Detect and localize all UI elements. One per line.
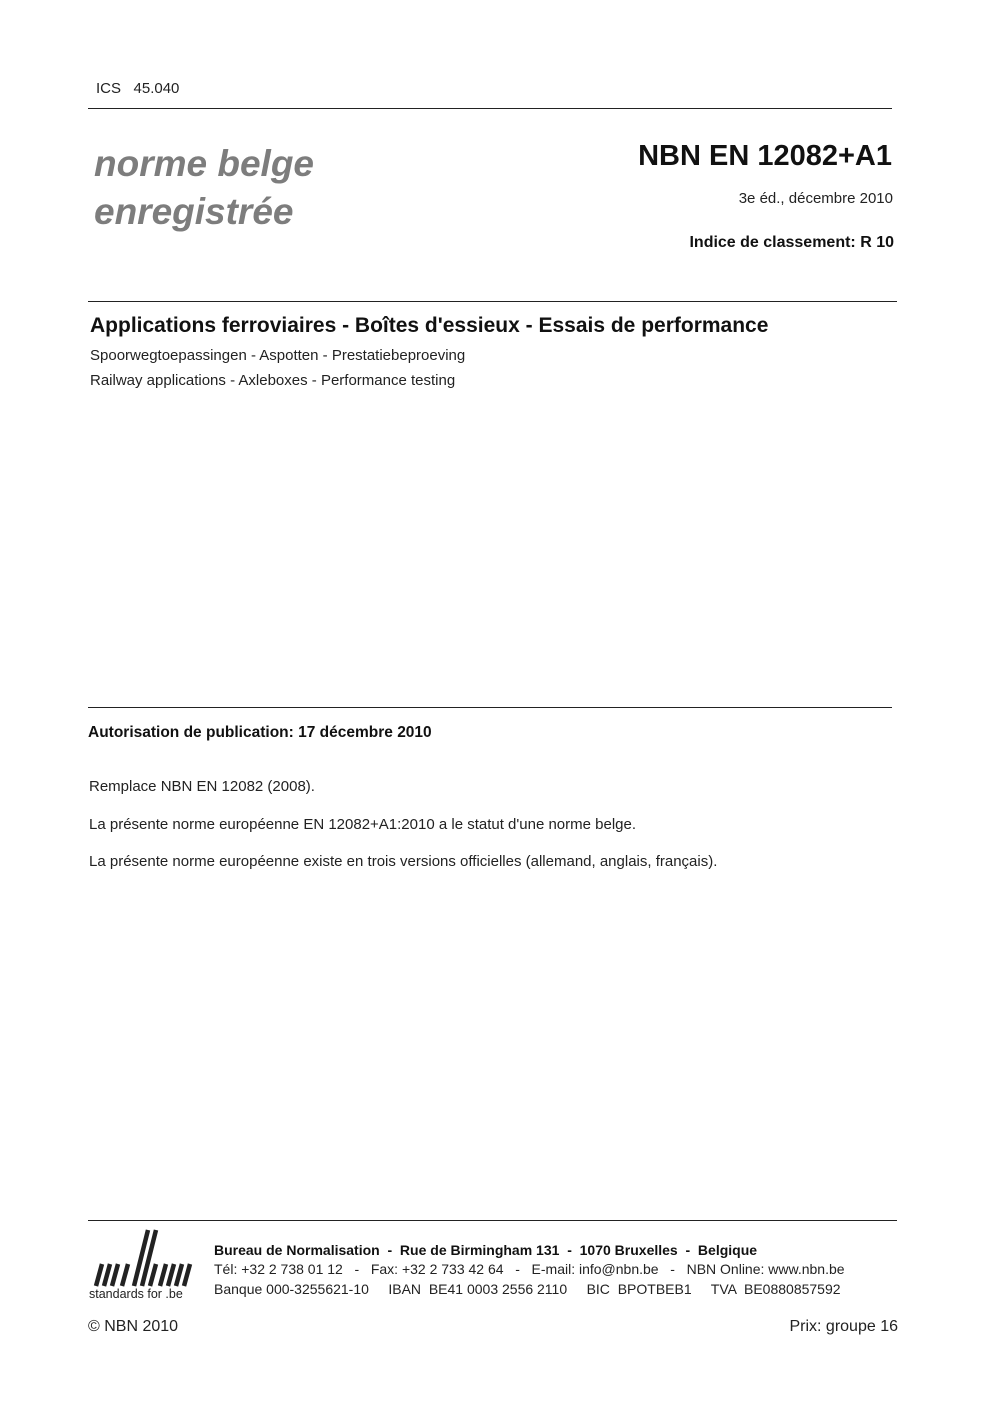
note-replaces: Remplace NBN EN 12082 (2008). — [89, 778, 315, 795]
edition: 3e éd., décembre 2010 — [738, 190, 893, 207]
logo-tagline: standards for .be — [89, 1287, 183, 1301]
footer-address: Bureau de Normalisation - Rue de Birmingham 131 - 1070 Bruxelles - Belgique — [214, 1242, 758, 1258]
norme-line-1: norme belge — [94, 143, 314, 184]
norme-label — [94, 140, 314, 236]
note-status: La présente norme européenne EN 12082+A1:2010 a le statut d'une norme belge. — [89, 816, 637, 833]
footer-bank: Banque 000-3255621-10 IBAN BE41 0003 2556 2110 BIC BPOTBEB1 TVA BE0880857592 — [214, 1281, 841, 1297]
footer-contact: Tél: +32 2 738 01 12 - Fax: +32 2 733 42 64 - E-mail: info@nbn.be - NBN Online: www.nbn.be — [214, 1261, 845, 1277]
footer-divider — [88, 1220, 897, 1221]
publication-divider — [88, 707, 892, 708]
norme-line-2: enregistrée — [94, 191, 294, 232]
title-french: Applications ferroviaires - Boîtes d'essieux - Essais de performance — [90, 314, 769, 337]
price-group: Prix: groupe 16 — [789, 1318, 898, 1335]
classification-index: Indice de classement: R 10 — [689, 234, 894, 251]
title-english: Railway applications - Axleboxes - Performance testing — [90, 372, 456, 389]
document-number: NBN EN 12082+A1 — [638, 140, 892, 172]
ics-code: ICS 45.040 — [96, 80, 180, 97]
publication-authorisation: Autorisation de publication: 17 décembre 2010 — [88, 724, 432, 741]
title-dutch: Spoorwegtoepassingen - Aspotten - Prestatiebeproeving — [90, 347, 466, 364]
note-versions: La présente norme européenne existe en trois versions officielles (allemand, anglais, français). — [89, 853, 718, 870]
copyright: © NBN 2010 — [88, 1318, 179, 1335]
title-divider — [88, 301, 897, 302]
header-divider — [88, 108, 892, 109]
